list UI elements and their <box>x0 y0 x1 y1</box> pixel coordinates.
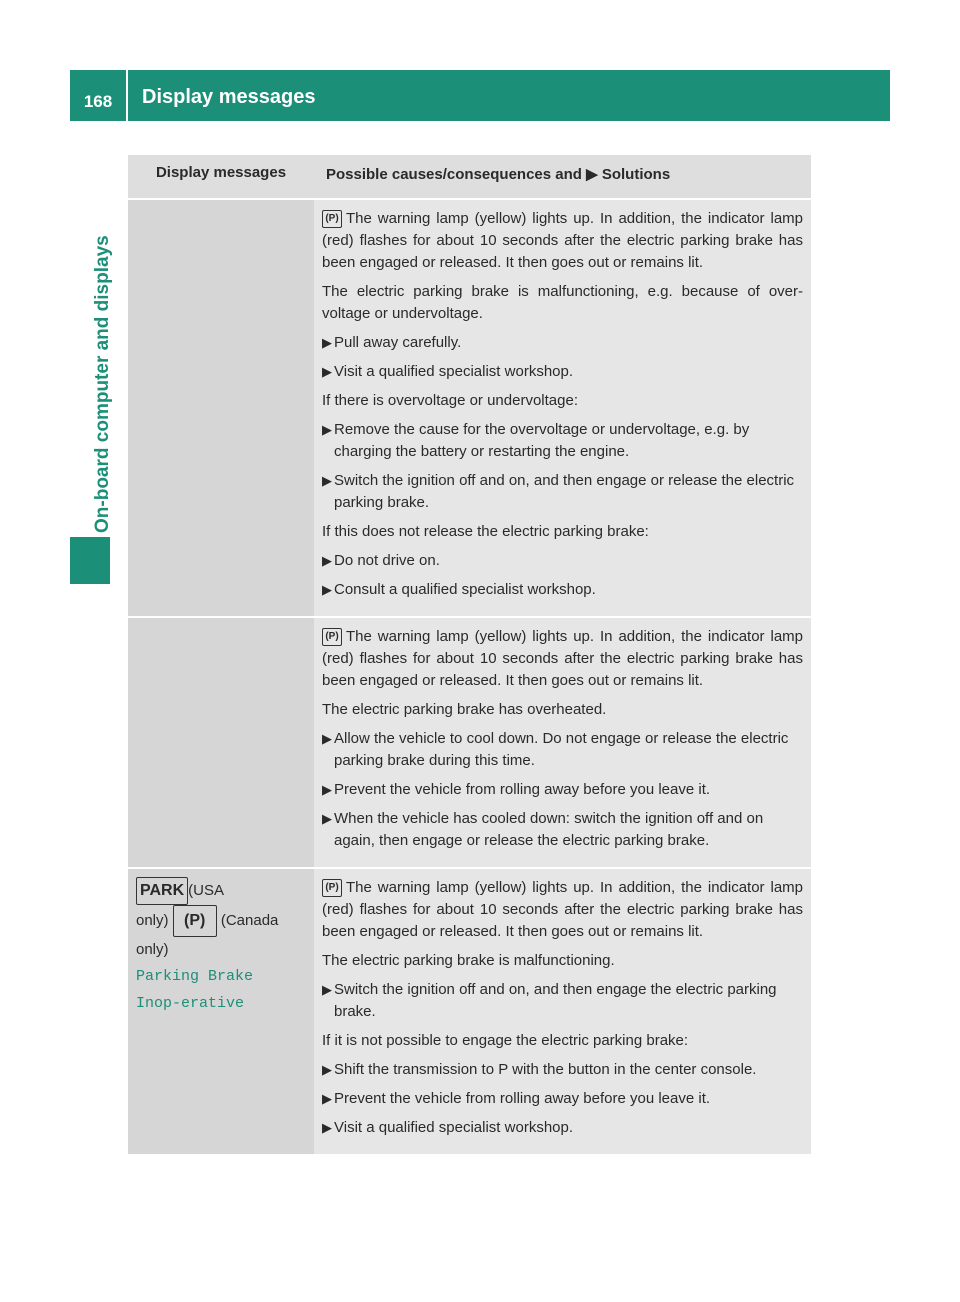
column-header-display: Display messages <box>128 155 314 198</box>
triangle-right-icon: ▶ <box>322 422 332 437</box>
bullet-item <box>322 579 803 601</box>
display-messages-table <box>128 155 811 1154</box>
bullet-item <box>322 332 803 354</box>
triangle-right-icon: ▶ <box>586 166 598 183</box>
triangle-right-icon: ▶ <box>322 553 332 568</box>
solutions-cell <box>314 869 811 1154</box>
table-row <box>128 869 811 1154</box>
side-tab-label: On-board computer and displays <box>92 235 113 533</box>
page-title: Display messages <box>142 86 316 108</box>
bullet-text: Switch the ignition off and on, and then engage or release the electric parking brake. <box>334 472 795 511</box>
triangle-right-icon: ▶ <box>322 731 332 746</box>
bullet-item <box>322 808 803 852</box>
bullet-item <box>322 1059 803 1081</box>
table-row <box>128 200 811 616</box>
bullet-item <box>322 550 803 572</box>
parking-brake-warning-icon: (P) <box>322 628 342 646</box>
paragraph-text: The warning lamp (yellow) lights up. In addition, the indicator lamp (red) flashes for about 10 seconds after the electric parking brake has been engaged or released. It then goes out or remains lit. <box>322 628 803 689</box>
triangle-right-icon: ▶ <box>322 1091 332 1106</box>
side-tab <box>92 135 114 535</box>
paragraph <box>322 521 803 543</box>
bullet-item <box>322 419 803 463</box>
paragraph-text: The warning lamp (yellow) lights up. In addition, the indicator lamp (red) flashes for about 10 seconds after the electric parking brake has been engaged or released. It then goes out or remains lit. <box>322 210 803 271</box>
display-message-cell <box>128 618 314 867</box>
bullet-text: When the vehicle has cooled down: switch the ignition off and on again, then engage or release the electric parking brake. <box>334 810 764 849</box>
paragraph-text: If this does not release the electric parking brake: <box>322 523 649 540</box>
bullet-text: Do not drive on. <box>334 552 440 569</box>
paragraph <box>322 699 803 721</box>
triangle-right-icon: ▶ <box>322 782 332 797</box>
bullet-item <box>322 1117 803 1139</box>
solutions-cell <box>314 200 811 616</box>
bullet-text: Pull away carefully. <box>334 334 462 351</box>
parking-brake-warning-icon: (P) <box>173 905 217 937</box>
parking-brake-warning-icon: (P) <box>322 879 342 897</box>
bullet-item <box>322 728 803 772</box>
bullet-text: Consult a qualified specialist workshop. <box>334 581 596 598</box>
column-header-solutions-post: Solutions <box>601 166 671 183</box>
paragraph-text: The warning lamp (yellow) lights up. In addition, the indicator lamp (red) flashes for about 10 seconds after the electric parking brake has been engaged or released. It then goes out or remains lit. <box>322 879 803 940</box>
page-number: 168 <box>83 91 113 111</box>
park-warning-icon: PARK <box>136 877 188 905</box>
paragraph-text: The electric parking brake is malfunctioning, e.g. because of over-voltage or undervoltage. <box>322 283 803 322</box>
table-header-row <box>128 155 811 198</box>
paragraph <box>322 281 803 325</box>
paragraph <box>322 390 803 412</box>
bullet-item <box>322 470 803 514</box>
column-header-solutions <box>314 155 811 198</box>
paragraph <box>322 1030 803 1052</box>
only-label-2: only) <box>136 941 169 958</box>
only-label: only) <box>136 911 169 929</box>
bullet-text: Allow the vehicle to cool down. Do not engage or release the electric parking brake during this time. <box>334 730 789 769</box>
bullet-text: Prevent the vehicle from rolling away before you leave it. <box>334 1090 711 1107</box>
triangle-right-icon: ▶ <box>322 335 332 350</box>
triangle-right-icon: ▶ <box>322 1120 332 1135</box>
triangle-right-icon: ▶ <box>322 1062 332 1077</box>
parking-brake-warning-icon: (P) <box>322 210 342 228</box>
column-header-solutions-pre: Possible causes/consequences and <box>326 166 582 183</box>
bullet-text: Shift the transmission to P with the button in the center console. <box>334 1061 757 1078</box>
bullet-text: Remove the cause for the overvoltage or undervoltage, e.g. by charging the battery or restarting the engine. <box>334 421 750 460</box>
solutions-cell <box>314 618 811 867</box>
paragraph-text: If it is not possible to engage the electric parking brake: <box>322 1032 689 1049</box>
paragraph <box>322 950 803 972</box>
warning-paragraph <box>322 626 803 692</box>
paragraph-text: The electric parking brake is malfunctioning. <box>322 952 615 969</box>
bullet-text: Visit a qualified specialist workshop. <box>334 1119 574 1136</box>
header-divider <box>126 70 128 121</box>
bullet-item <box>322 979 803 1023</box>
triangle-right-icon: ▶ <box>322 364 332 379</box>
table-row <box>128 618 811 867</box>
bullet-item <box>322 1088 803 1110</box>
triangle-right-icon: ▶ <box>322 473 332 488</box>
side-tab-block <box>70 537 110 584</box>
paragraph-text: If there is overvoltage or undervoltage: <box>322 392 578 409</box>
warning-paragraph <box>322 877 803 943</box>
bullet-text: Prevent the vehicle from rolling away before you leave it. <box>334 781 711 798</box>
canada-label: (Canada <box>220 911 279 929</box>
triangle-right-icon: ▶ <box>322 982 332 997</box>
bullet-text: Visit a qualified specialist workshop. <box>334 363 574 380</box>
display-message-cell <box>128 869 314 1154</box>
usa-label: (USA <box>188 882 224 899</box>
bullet-text: Switch the ignition off and on, and then engage the electric parking brake. <box>334 981 777 1020</box>
paragraph-text: The electric parking brake has overheated. <box>322 701 607 718</box>
triangle-right-icon: ▶ <box>322 582 332 597</box>
display-message-cell <box>128 200 314 616</box>
bullet-item <box>322 361 803 383</box>
warning-paragraph <box>322 208 803 274</box>
bullet-item <box>322 779 803 801</box>
triangle-right-icon: ▶ <box>322 811 332 826</box>
display-message-text: Parking Brake Inop‐erative <box>136 968 254 1012</box>
